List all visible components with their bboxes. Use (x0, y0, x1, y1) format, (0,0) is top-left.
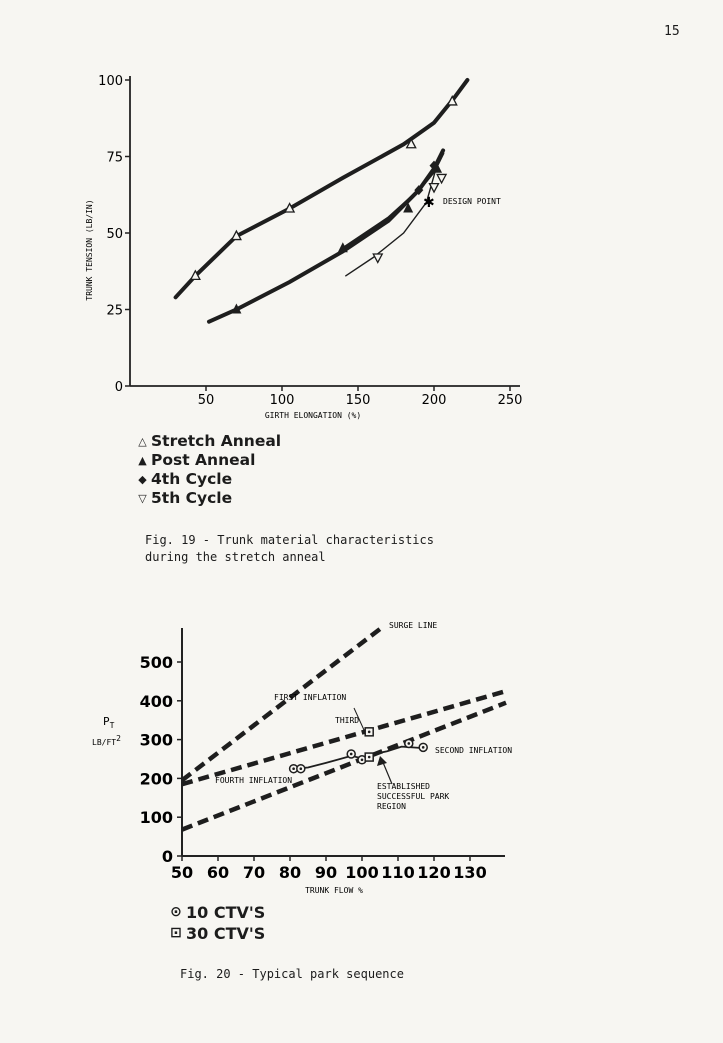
fig20-y-label-units: LB/FT2 (92, 734, 121, 747)
x-tick-label: 50 (170, 863, 194, 882)
triangle-up-outline-icon: △ (138, 435, 147, 448)
x-tick-label: 100 (269, 393, 295, 408)
x-tick-label: 60 (206, 863, 230, 882)
y-tick-label: 0 (161, 847, 173, 866)
fig19-x-axis-label: GIRTH ELONGATION (%) (264, 411, 362, 420)
y-tick-label: 400 (139, 691, 173, 711)
legend-label: Post Anneal (151, 451, 256, 469)
triangle-up-filled-icon: ▲ (138, 454, 147, 467)
legend-label: 10 CTV'S (186, 903, 266, 922)
point-30-ctv (365, 753, 373, 761)
fig20-park-label-1: ESTABLISHED (377, 782, 430, 791)
x-tick-label: 90 (314, 863, 338, 882)
x-tick-label: 80 (278, 863, 302, 882)
y-tick-label: 50 (106, 227, 123, 242)
fig20-surge-line-label: SURGE LINE (389, 621, 438, 630)
fig20-leader-arrows (354, 708, 392, 784)
fig20-chart (92, 621, 512, 895)
circle-dot-icon: ⊙ (170, 904, 182, 920)
fig20-first-inflation-label: FIRST INFLATION (274, 693, 347, 702)
legend-item (136, 432, 281, 451)
y-tick-label: 300 (139, 730, 173, 750)
legend-label: 30 CTV'S (186, 924, 266, 943)
point-10-ctv (297, 765, 305, 773)
legend-item (168, 902, 265, 923)
legend-label: 4th Cycle (151, 470, 233, 488)
fig20-ticks (140, 653, 487, 882)
square-dot-icon: ⊡ (170, 925, 182, 941)
series-marker-3 (373, 254, 382, 263)
triangle-down-outline-icon: ▽ (138, 492, 147, 505)
x-tick-label: 70 (242, 863, 266, 882)
design-point-asterisk-icon: ✱ (423, 195, 435, 211)
fig20-park-label-3: REGION (377, 802, 406, 811)
legend-item (168, 923, 265, 944)
y-tick-label: 0 (114, 380, 123, 395)
legend-item (136, 470, 281, 489)
legend-item (136, 489, 281, 508)
fig20-x-axis-label: TRUNK FLOW % (305, 886, 363, 895)
point-30-ctv (365, 728, 373, 736)
fig20-legend (168, 902, 265, 944)
x-tick-label: 130 (453, 863, 487, 882)
fig20-park-label-2: SUCCESSFUL PARK (377, 792, 450, 801)
page-number: 15 (664, 24, 680, 39)
fig19-caption-line-2: during the stretch anneal (145, 550, 326, 564)
fig19-design-point-label: DESIGN POINT (443, 197, 501, 206)
legend-label: 5th Cycle (151, 489, 233, 507)
fig20-series (182, 629, 506, 830)
y-tick-label: 25 (106, 303, 123, 319)
fig20-y-label-pt: $P_T$ (103, 715, 115, 730)
y-tick-label: 100 (98, 74, 123, 89)
series-marker-3 (437, 174, 446, 183)
point-10-ctv (405, 739, 413, 747)
fig19-y-axis-label: TRUNK TENSION (LB/IN) (85, 199, 94, 301)
point-10-ctv (347, 750, 355, 758)
x-tick-label: 110 (381, 863, 415, 882)
diamond-filled-icon: ◆ (138, 473, 147, 486)
fig19-ticks (98, 74, 522, 408)
point-10-ctv (419, 743, 427, 751)
fig19-caption-line-1: Fig. 19 - Trunk material characteristics (145, 533, 434, 547)
x-tick-label: 150 (345, 393, 371, 408)
x-tick-label: 120 (417, 863, 451, 882)
y-tick-label: 100 (139, 808, 173, 828)
fig20-second-inflation-label: SECOND INFLATION (435, 746, 513, 755)
series-line-1 (209, 150, 443, 321)
fig19-legend (136, 432, 281, 508)
x-tick-label: 200 (421, 393, 447, 408)
fig20-third-label: THIRD (335, 716, 360, 725)
legend-item (136, 451, 281, 470)
x-tick-label: 100 (345, 863, 379, 882)
y-tick-label: 75 (106, 150, 123, 166)
fig20-fourth-inflation-label: FOURTH INFLATION (215, 776, 293, 785)
y-tick-label: 200 (139, 769, 173, 789)
fig20-caption: Fig. 20 - Typical park sequence (180, 967, 404, 981)
legend-label: Stretch Anneal (151, 432, 282, 450)
y-tick-label: 500 (139, 653, 173, 672)
series-line-1 (182, 691, 506, 784)
fig19-chart (85, 74, 522, 420)
x-tick-label: 50 (197, 393, 215, 408)
x-tick-label: 250 (497, 393, 523, 408)
